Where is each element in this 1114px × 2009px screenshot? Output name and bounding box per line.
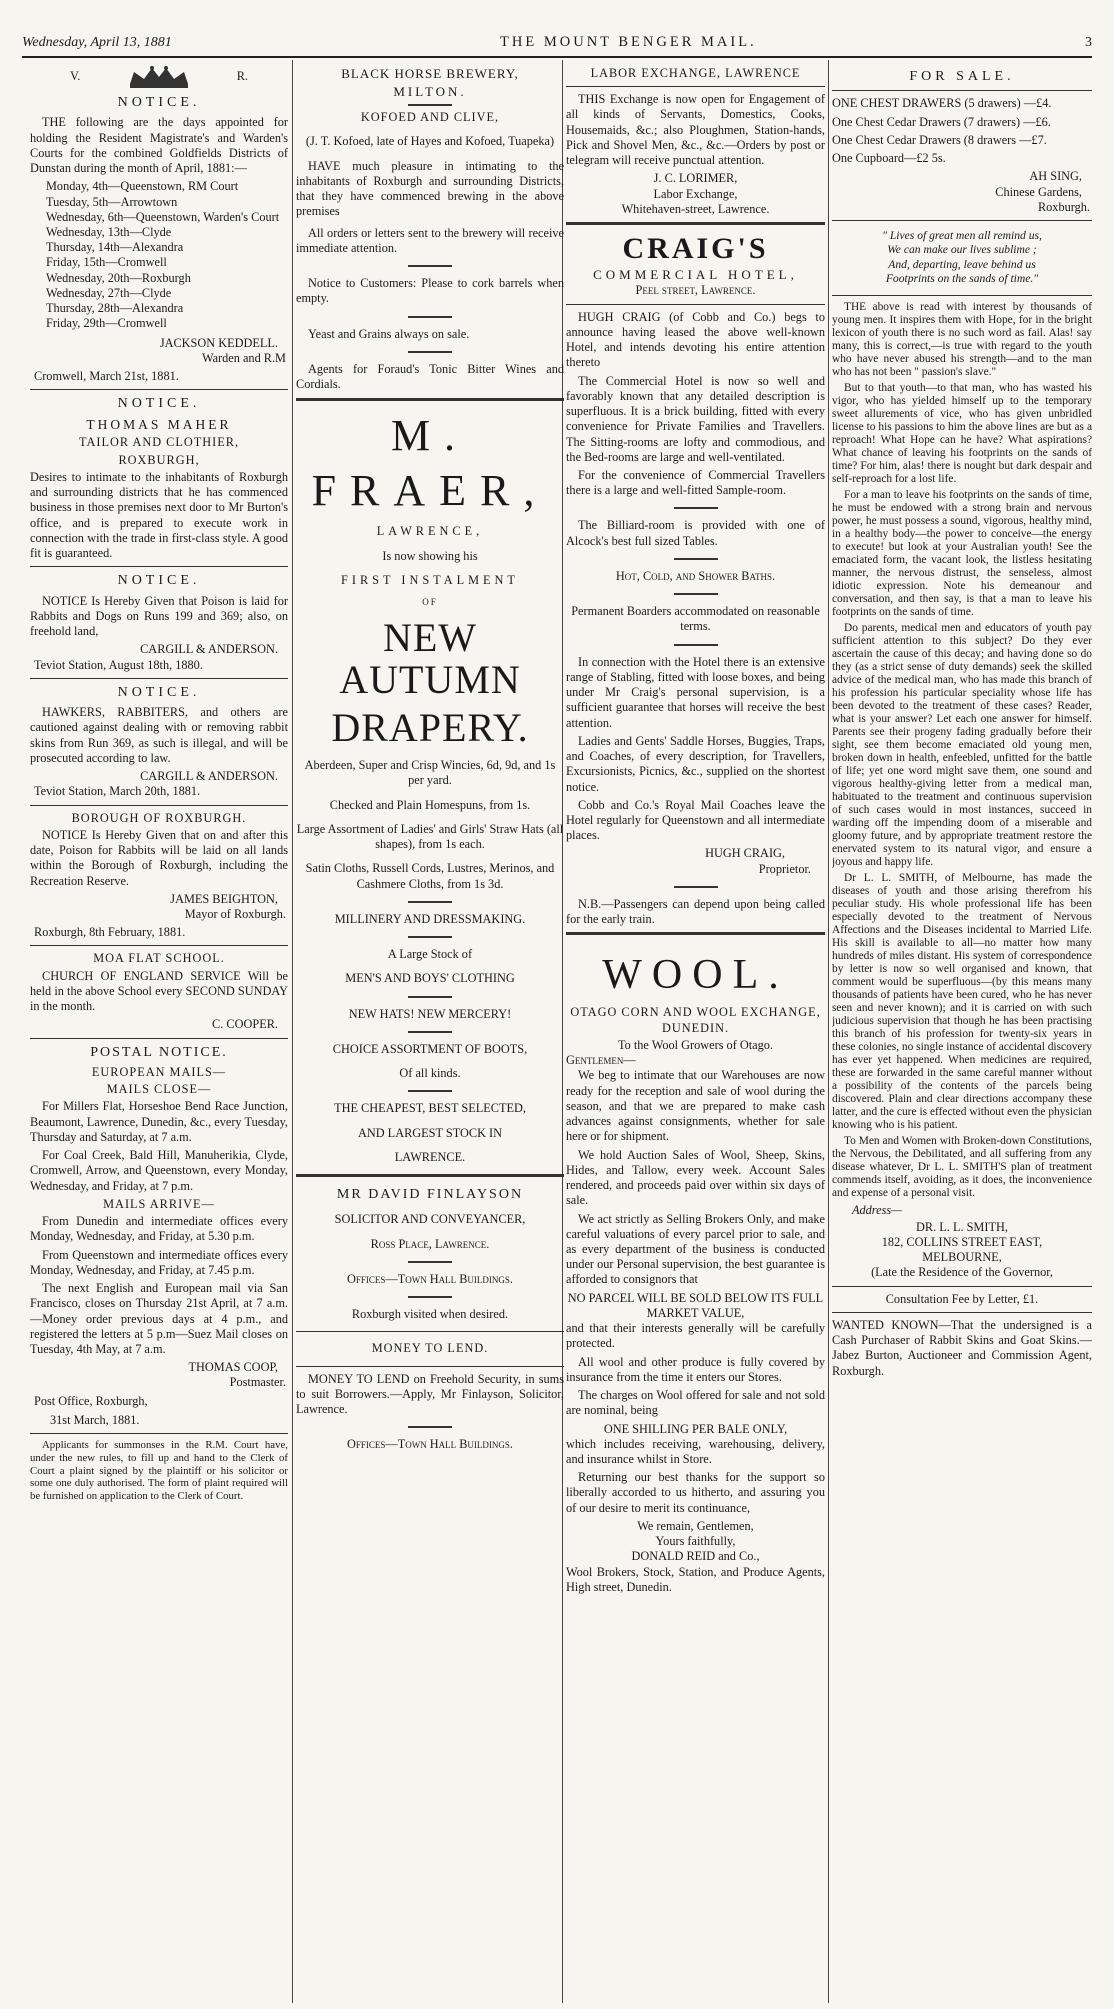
wool-close: Wool Brokers, Stock, Station, and Produce Agents, High street, Dunedin. xyxy=(566,1564,825,1594)
divider xyxy=(408,1426,452,1428)
postal-date: 31st March, 1881. xyxy=(50,1412,140,1427)
sale-item: ONE CHEST DRAWERS (5 drawers) —£4. xyxy=(832,96,1052,111)
postal-sub-close: MAILS CLOSE— xyxy=(106,1082,212,1097)
column-3 xyxy=(566,64,825,2001)
court-date: Wednesday, 27th—Clyde xyxy=(46,285,172,300)
poison-notice-body: NOTICE Is Hereby Given that Poison is laid for Rabbits and Dogs on Runs 199 and 369; also, on freehold land, xyxy=(30,593,288,639)
postal-sub-european: EUROPEAN MAILS— xyxy=(91,1065,227,1080)
postal-para: For Millers Flat, Horseshoe Bend Race Junction, Beaumont, Lawrence, Dunedin, &c., every Tuesday, Thursday and Saturday, at 7 a.m. xyxy=(30,1099,288,1144)
column-2 xyxy=(296,64,564,2001)
brewery-para: All orders or letters sent to the brewery will receive immediate attention. xyxy=(296,225,564,255)
court-notice-heading: NOTICE. xyxy=(117,95,201,110)
wool-para: ONE SHILLING PER BALE ONLY, xyxy=(603,1421,788,1436)
finlayson-visits: Roxburgh visited when desired. xyxy=(351,1307,509,1322)
brewery-para: Yeast and Grains always on sale. xyxy=(308,326,470,341)
hawkers-heading: NOTICE. xyxy=(117,684,201,700)
sale-item: One Cupboard—£2 5s. xyxy=(832,151,946,166)
divider xyxy=(30,566,288,567)
wool-para: and that their interests generally will be carefully protected. xyxy=(566,1321,825,1351)
fraer-big-line: DRAPERY. xyxy=(331,705,529,751)
brewery-heading: BLACK HORSE BREWERY, xyxy=(341,66,519,81)
borough-date: Roxburgh, 8th February, 1881. xyxy=(34,925,186,940)
wool-heading: WOOL. xyxy=(602,952,789,999)
column-rule xyxy=(828,60,829,2003)
craig-nb: N.B.—Passengers can depend upon being called for the early train. xyxy=(566,896,825,927)
divider xyxy=(566,222,825,225)
borough-signer: JAMES BEIGHTON, xyxy=(170,891,278,906)
court-date: Thursday, 14th—Alexandra xyxy=(46,240,184,255)
postal-para: The next English and European mail via San Francisco, closes on Thursday 21st April, at 7 a.m.—Money order previous days at 4 p.m., and registered the letters at 5 p.m—Suez Mail closes on Tuesday, 4th May, at 7 a.m. xyxy=(30,1281,288,1356)
divider xyxy=(832,220,1092,221)
court-signer: JACKSON KEDDELL. xyxy=(159,335,278,350)
poem-line: Footprints on the sands of time." xyxy=(885,272,1039,286)
sale-item: One Chest Cedar Drawers (8 drawers —£7. xyxy=(832,132,1047,147)
postal-heading: POSTAL NOTICE. xyxy=(90,1044,228,1060)
divider xyxy=(408,1090,452,1092)
court-date: Wednesday, 20th—Roxburgh xyxy=(46,270,191,285)
poem-line: And, departing, leave behind us xyxy=(888,257,1036,271)
smith-address-label: Address— xyxy=(852,1202,903,1217)
crown-icon xyxy=(122,64,196,90)
borough-signer-title: Mayor of Roxburgh. xyxy=(184,907,286,922)
craig-para: The Billiard-room is provided with one of Alcock's best full sized Tables. xyxy=(566,518,825,548)
court-date: Friday, 15th—Cromwell xyxy=(46,255,167,270)
divider xyxy=(408,901,452,903)
borough-heading: BOROUGH OF ROXBURGH. xyxy=(71,810,247,825)
column-4 xyxy=(832,64,1092,2001)
smith-address: DR. L. L. SMITH, xyxy=(916,1219,1008,1234)
fraer-line: AND LARGEST STOCK IN xyxy=(357,1125,503,1140)
fraer-line: FIRST INSTALMENT xyxy=(341,572,519,587)
postal-sub-arrive: MAILS ARRIVE— xyxy=(103,1196,215,1211)
poison-notice-date: Teviot Station, August 18th, 1880. xyxy=(34,657,203,672)
column-1 xyxy=(30,64,288,2001)
craig-para: For the convenience of Commercial Travellers there is a large and well-fitted Sample-room. xyxy=(566,467,825,498)
crest-letter-r: R. xyxy=(236,69,248,84)
maher-name: THOMAS MAHER xyxy=(86,416,232,432)
divider xyxy=(408,1261,452,1263)
wool-para: All wool and other produce is fully covered by insurance from the time it enters our Stores. xyxy=(566,1354,825,1384)
divider xyxy=(674,507,718,509)
fraer-line: Is now showing his xyxy=(382,548,478,563)
court-date: Wednesday, 6th—Queenstown, Warden's Court xyxy=(46,209,280,224)
fraer-name: M. FRAER, xyxy=(311,411,549,515)
labour-body: THIS Exchange is now open for Engagement of all kinds of Servants, Domestics, Cooks, Housemaids, &c.; also Ploughmen, Station-hands, Pick and Shovel Men, &c., &c.—Orders by post or telegram will receive punctual attention. xyxy=(566,92,825,168)
brewery-para: Agents for Foraud's Tonic Bitter Wines and Cordials. xyxy=(296,361,564,392)
finlayson-title: SOLICITOR AND CONVEYANCER, xyxy=(334,1212,526,1227)
fraer-big-line: NEW AUTUMN xyxy=(339,615,521,703)
labour-line: Labor Exchange, xyxy=(653,186,738,201)
smith-para: To Men and Women with Broken-down Constitutions, the Nervous, the Debilitated, and all suffering from any disease whatever, Dr L. L. SMITH'S plan of treatment commends itself, avoiding, as it does, the inconvenience and expense of a personal visit. xyxy=(832,1134,1092,1199)
divider xyxy=(296,1366,564,1367)
divider xyxy=(296,398,564,401)
school-body: CHURCH OF ENGLAND SERVICE Will be held in the above School every SECOND SUNDAY in the month. xyxy=(30,968,288,1014)
postal-office: Post Office, Roxburgh, xyxy=(34,1393,148,1408)
craig-street: Peel street, Lawrence. xyxy=(635,283,756,298)
divider xyxy=(674,558,718,560)
poem-line: We can make our lives sublime ; xyxy=(887,243,1037,257)
divider xyxy=(566,304,825,305)
divider xyxy=(296,1174,564,1177)
smith-para: Do parents, medical men and educators of youth pay sufficient attention to this subject? Do they ever ascertain the cause of this decay; and having done so do they (as a strict sense of duty demands) seek the skilled advice of the medical man, who has made this branch of his profession his particular speciality whose life has been devoted to the treatment of these cases? Reader, what is your answer? Let each one answer for himself. Parents see their progeny fading gradually before their sight, see them become emaciated old young men, broken down in health, enfeebled, unfitted for the battle of life; yet one word might save them, one sound and vigorous healthy-giving letter from a medical man, habituated to the treatment and continuous supervision of such cases would in most instances, succeed in warding off the impending doom of a miserable and gloomy future, and by appropriate treatment restore the enervated system to its natural vigor, and ensure a joyous and happy life. xyxy=(832,621,1092,868)
divider xyxy=(566,932,825,935)
court-date: Thursday, 28th—Alexandra xyxy=(46,301,184,316)
divider xyxy=(296,1331,564,1332)
divider xyxy=(30,1433,288,1434)
divider xyxy=(832,90,1092,91)
fraer-place: LAWRENCE, xyxy=(376,524,484,539)
fraer-line: Of all kinds. xyxy=(399,1066,461,1081)
postal-para: From Queenstown and intermediate offices every Monday, Wednesday, and Friday, at 7.45 p.m. xyxy=(30,1247,288,1277)
divider xyxy=(832,1312,1092,1313)
brewery-para: Notice to Customers: Please to cork barrels when empty. xyxy=(296,276,564,306)
poem-line: " Lives of great men all remind us, xyxy=(882,229,1042,242)
craig-para: Hot, Cold, and Shower Baths. xyxy=(615,568,776,583)
smith-advert xyxy=(832,301,1092,1200)
wool-para: which includes receiving, warehousing, delivery, and insurance whilst in Store. xyxy=(566,1436,825,1467)
court-date: Tuesday, 5th—Arrowtown xyxy=(46,194,178,209)
postal-signer: THOMAS COOP, xyxy=(188,1360,278,1375)
fraer-line: NEW HATS! NEW MERCERY! xyxy=(348,1006,512,1021)
court-date: Wednesday, 13th—Clyde xyxy=(46,225,172,239)
fraer-line: CHOICE ASSORTMENT OF BOOTS, xyxy=(332,1041,528,1056)
divider xyxy=(408,351,452,353)
craig-para: Permanent Boarders accommodated on reasonable terms. xyxy=(571,604,820,634)
page-number: 3 xyxy=(1085,35,1092,51)
divider xyxy=(674,593,718,595)
wool-to: To the Wool Growers of Otago. xyxy=(617,1037,774,1052)
divider xyxy=(408,996,452,998)
fraer-line: THE CHEAPEST, BEST SELECTED, xyxy=(334,1101,526,1116)
borough-body: NOTICE Is Hereby Given that on and after this date, Poison for Rabbits will be laid on all lands within the Borough of Roxburgh, including the Recreation Reserve. xyxy=(30,827,288,888)
wool-salute: Gentlemen— xyxy=(566,1053,636,1068)
poison-notice-signer: CARGILL & ANDERSON. xyxy=(140,642,278,657)
sale-signer: AH SING, xyxy=(1029,169,1082,184)
craig-para: In connection with the Hotel there is an extensive range of Stabling, fitted with loose boxes, and being under Mr Craig's personal supervision, is a sufficient guarantee that horses will receive the best attention. xyxy=(566,654,825,730)
brewery-place: MILTON. xyxy=(393,84,467,100)
labour-line: Whitehaven-street, Lawrence. xyxy=(621,201,770,216)
school-signer: C. COOPER. xyxy=(212,1017,278,1032)
masthead-title: THE MOUNT BENGER MAIL. xyxy=(500,34,757,51)
fraer-line: MEN'S AND BOYS' CLOTHING xyxy=(345,971,515,986)
divider xyxy=(674,886,718,888)
finlayson-name: MR DAVID FINLAYSON xyxy=(336,1186,524,1202)
money-offices: Offices—Town Hall Buildings. xyxy=(347,1437,513,1452)
maher-heading: NOTICE. xyxy=(117,396,201,412)
court-notice-intro: THE following are the days appointed for holding the Resident Magistrate's and Warden's Courts for the combined Goldfields Districts of Dunstan during the month of April, 1881:— xyxy=(30,115,288,176)
hawkers-date: Teviot Station, March 20th, 1881. xyxy=(34,784,201,799)
smith-address: (Late the Residence of the Governor, xyxy=(871,1265,1053,1280)
maher-trade: TAILOR AND CLOTHIER, xyxy=(78,435,240,450)
crest-letter-v: V. xyxy=(70,69,81,84)
fraer-item: Satin Cloths, Russell Cords, Lustres, Merinos, and Cashmere Cloths, from 1s 3d. xyxy=(305,861,555,891)
craig-para: Ladies and Gents' Saddle Horses, Buggies, Traps, and Coaches, of every description, for Travellers, Excursionists, Picnics, &c., supplied on the shortest notice. xyxy=(566,733,825,794)
wool-close: We remain, Gentlemen, xyxy=(637,1518,754,1533)
money-heading: MONEY TO LEND. xyxy=(371,1341,489,1356)
fraer-line: A Large Stock of xyxy=(387,947,473,962)
hawkers-signer: CARGILL & ANDERSON. xyxy=(140,769,278,784)
royal-crest xyxy=(30,64,288,90)
wool-para: We act strictly as Selling Brokers Only, and make careful valuations of every parcel prior to sale, and as every department of the business is conducted under our Personal supervision, the best guarantee is afforded to consignors that xyxy=(566,1211,825,1287)
masthead xyxy=(22,30,1092,58)
column-rule xyxy=(292,60,293,2003)
wanted-notice: WANTED KNOWN—That the undersigned is a Cash Purchaser of Rabbit Skins and Goat Skins.—Jabez Burton, Auctioneer and Commission Agent, Roxburgh. xyxy=(832,1317,1092,1378)
divider xyxy=(30,1038,288,1039)
masthead-date: Wednesday, April 13, 1881 xyxy=(22,35,172,51)
divider xyxy=(408,104,452,106)
smith-fee: Consultation Fee by Letter, £1. xyxy=(885,1291,1039,1306)
money-body: MONEY TO LEND on Freehold Security, in sums to suit Borrowers.—Apply, Mr Finlayson, Solicitor, Lawrence. xyxy=(296,1371,564,1416)
court-signer-title: Warden and R.M xyxy=(201,350,286,365)
court-date-line: Cromwell, March 21st, 1881. xyxy=(34,369,179,384)
divider xyxy=(408,1031,452,1033)
hawkers-body: HAWKERS, RABBITERS, and others are cautioned against dealing with or removing rabbit skins from Run 369, as such is illegal, and will be prosecuted according to law. xyxy=(30,705,288,765)
divider xyxy=(408,265,452,267)
poem-quote xyxy=(832,229,1092,287)
fraer-line: MILLINERY AND DRESSMAKING. xyxy=(334,911,526,926)
fraer-item: Checked and Plain Homespuns, from 1s. xyxy=(329,797,531,812)
craig-para: The Commercial Hotel is now so well and favorably known that any detailed description is superfluous. It is a brick building, fitted with every convenience for Private Families and Travellers. The Sitting-rooms are lofty and commodious, and the Bed-rooms are large and well-ventilated. xyxy=(566,373,825,464)
craig-signer: HUGH CRAIG, xyxy=(705,846,785,861)
court-dates-list xyxy=(46,179,288,331)
labour-signer: J. C. LORIMER, xyxy=(653,171,738,186)
fraer-item: Large Assortment of Ladies' and Girls' Straw Hats (all shapes), from 1s each. xyxy=(296,821,564,852)
sale-line: Roxburgh. xyxy=(1037,199,1090,214)
craig-para: Cobb and Co.'s Royal Mail Coaches leave the Hotel regularly for Queenstown and all intermediate places. xyxy=(566,797,825,843)
wool-para: The charges on Wool offered for sale and not sold are nominal, being xyxy=(566,1388,825,1418)
wool-para: Returning our best thanks for the support so liberally accorded to us hitherto, and assuring you of our desire to merit its continuance, xyxy=(566,1470,825,1515)
craig-signer-title: Proprietor. xyxy=(758,861,811,876)
divider xyxy=(30,945,288,946)
finlayson-place: Ross Place, Lawrence. xyxy=(370,1236,490,1251)
court-date: Friday, 29th—Cromwell xyxy=(46,316,167,331)
brewery-firm-note: (J. T. Kofoed, late of Hayes and Kofoed, Tuapeka) xyxy=(305,134,555,149)
smith-address: 182, COLLINS STREET EAST, xyxy=(881,1234,1043,1249)
divider xyxy=(30,389,288,390)
brewery-firm: KOFOED AND CLIVE, xyxy=(360,110,500,125)
divider xyxy=(30,805,288,806)
court-date: Monday, 4th—Queenstown, RM Court xyxy=(46,179,239,194)
postal-para: From Dunedin and intermediate offices every Monday, Wednesday, and Friday, at 5.30 p.m. xyxy=(30,1214,288,1244)
labour-heading: LABOR EXCHANGE, LAWRENCE xyxy=(590,66,801,80)
postal-para: For Coal Creek, Bald Hill, Manuherikia, Clyde, Cromwell, Arrow, and Queenstown, every Monday, Wednesday, and Friday, at 7 p.m. xyxy=(30,1148,288,1193)
summons-footnote: Applicants for summonses in the R.M. Court have, under the new rules, to fill up and hand to the Clerk of Court a plaint signed by the plaintiff or his solicitor or some one duly authorised. The form of plaint required will be furnished on application to the Clerk of Court. xyxy=(30,1439,288,1503)
school-heading: MOA FLAT SCHOOL. xyxy=(93,951,225,966)
craig-name: CRAIG'S xyxy=(622,232,769,266)
fraer-line: OF xyxy=(422,597,438,608)
divider xyxy=(30,678,288,679)
sale-item: One Chest Cedar Drawers (7 drawers) —£6. xyxy=(832,114,1051,129)
fraer-item: Aberdeen, Super and Crisp Wincies, 6d, 9d, and 1s per yard. xyxy=(304,758,556,788)
maher-body: Desires to intimate to the inhabitants of Roxburgh and surrounding districts that he has commenced business in those premises next door to Mr Burton's office, and is prepared to execute work in connection with the trade in first-class style. A good fit is guaranteed. xyxy=(30,469,288,561)
fraer-line: LAWRENCE. xyxy=(394,1149,466,1164)
maher-place: ROXBURGH, xyxy=(118,452,200,467)
smith-para: For a man to leave his footprints on the sands of time, he must be endowed with a strong brain and nervous power, he must possess a sound, vigorous, healthy mind, in a healthy body—the power to conceive—the energy to execute! but look at your Australian youth! See the emaciated form, the vacant look, the listless hesitating manner, the nervous distrust, the senseless, almost idiotic expression. Note his demeanour and conversation, and then say, is that a man to leave his footprints on the sands of time. xyxy=(832,488,1092,618)
wool-para: NO PARCEL WILL BE SOLD BELOW ITS FULL MARKET VALUE, xyxy=(567,1290,824,1320)
wool-para: We beg to intimate that our Warehouses are now ready for the reception and sale of wool during the season, and that we are prepared to make cash advances against consignments, whether for sale here or for shipment. xyxy=(566,1068,825,1144)
craig-hotel: COMMERCIAL HOTEL, xyxy=(593,267,798,283)
divider xyxy=(566,86,825,87)
smith-address: MELBOURNE, xyxy=(922,1250,1002,1265)
divider xyxy=(408,936,452,938)
sale-heading: FOR SALE. xyxy=(909,69,1015,84)
postal-signer-title: Postmaster. xyxy=(229,1375,286,1390)
finlayson-offices: Offices—Town Hall Buildings. xyxy=(347,1271,513,1286)
wool-sub: OTAGO CORN AND WOOL EXCHANGE, DUNEDIN. xyxy=(570,1005,821,1035)
brewery-para: HAVE much pleasure in intimating to the inhabitants of Roxburgh and surrounding Districts, that they have commenced brewing in the above premises xyxy=(296,158,564,219)
smith-para: THE above is read with interest by thousands of young men. It inspires them with Hope, for in the bright lexicon of youth there is no such word as fail. Alas! say many, this is correct,—is true with regard to the youth who have never abused his strength—and to the man who has not been " passion's slave." xyxy=(832,300,1092,378)
divider xyxy=(832,1286,1092,1287)
divider xyxy=(832,295,1092,296)
smith-para: But to that youth—to that man, who has wasted his vigor, who has yielded himself up to the temporary sweet allurements of vice, who has given unbridled license to his passions to him the above lines are but as a reproach! What Hope can he have? What aspirations? What chance of leaving his footprints on the sands of time? For him, alas! there is nought but dark despair and self-reproach for a lost life. xyxy=(832,381,1092,485)
divider xyxy=(674,644,718,646)
craig-para: HUGH CRAIG (of Cobb and Co.) begs to announce having leased the above well-known Hotel, and intends devoting his entire attention thereto xyxy=(566,309,825,370)
sale-line: Chinese Gardens, xyxy=(995,184,1082,199)
divider xyxy=(408,1296,452,1298)
divider xyxy=(408,316,452,318)
poison-notice-heading: NOTICE. xyxy=(117,573,201,589)
smith-para: Dr L. L. SMITH, of Melbourne, has made the diseases of youth and those arising therefrom his peculiar study. His whole professional life has been especially devoted to the treatment of Nervous Affections and the Diseases incidental to Married Life. His skill is available to all—no matter how many hundreds of miles distant. His system of correspondence by letter is now so well organised and known, that comment would be superfluous—(by this means many thousands of patients have been cured, who he has never seen and never known); and it is carried on with such judicious supervision that though he has been practising this branch of his profession for twenty-six years in these colonies, no single instance of accidental discovery has ever yet happened. When medicines are required, these are forwarded in the same careful manner without a possibility of the contents of the parcels being discovered. Plain and clear directions accompany these latter, and the cure is effected without even the physician knowing who is his patient. xyxy=(832,871,1092,1131)
wool-close: Yours faithfully, xyxy=(655,1534,736,1549)
wool-close: DONALD REID and Co., xyxy=(631,1549,760,1564)
wool-para: We hold Auction Sales of Wool, Sheep, Skins, Hides, and Tallow, every week. Account Sales rendered, and proceeds paid over within six days of sale. xyxy=(566,1147,825,1208)
